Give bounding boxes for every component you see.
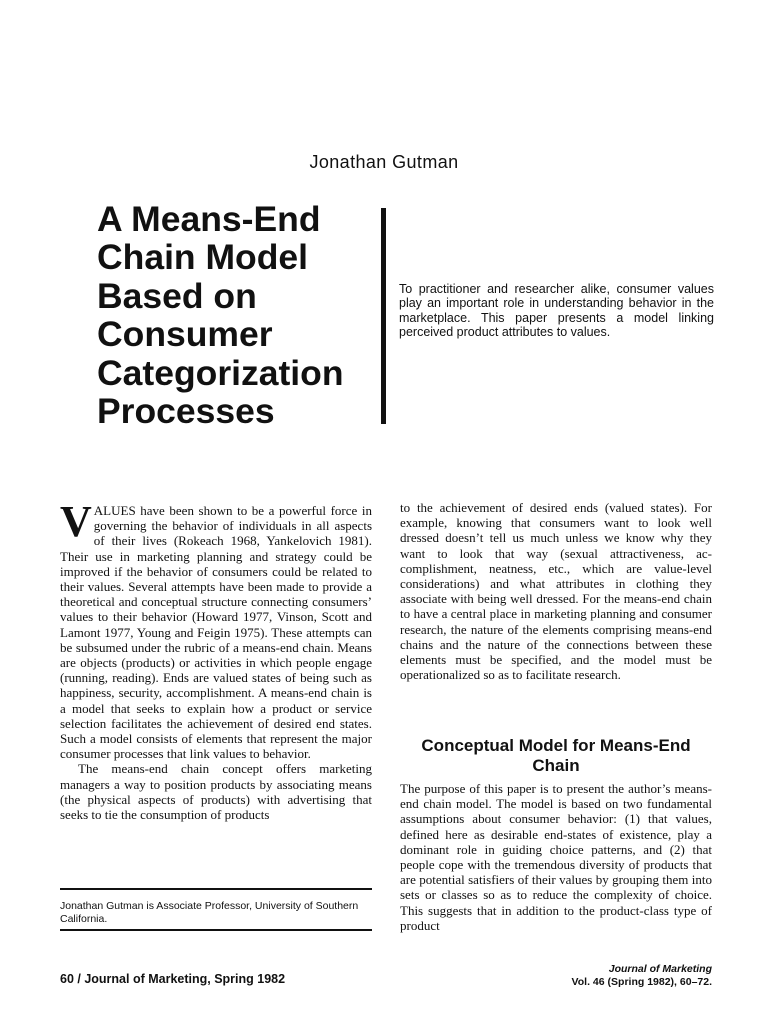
title-line: Categorization — [97, 352, 344, 393]
title-line: Based on — [97, 275, 257, 316]
article-title — [97, 200, 377, 430]
footnote-rule-bottom — [60, 929, 372, 931]
body-paragraph: The means-end chain concept offers marketing managers a way to position products by associating means (the physical aspects of products) with advertising that seeks to tie the consumption of products — [60, 761, 372, 823]
title-line: Processes — [97, 391, 275, 432]
drop-cap: V — [60, 497, 92, 546]
title-divider — [381, 208, 386, 424]
body-paragraph-text: ALUES have been shown to be a powerful force in governing the behavior of individuals in all aspects of their lives (Rokeach 1968, Yankelovich 1981). Their use in marketing planning and strategy could be improved if the behavior of consumers could be related to their values. Several attempts have been made to provide a theoretical and conceptual structure connecting consumers’ values to their behavior (Howard 1977, Vinson, Scott and Lamont 1977, Young and Feigin 1975). These attempts can be subsumed under the rubric of a means-end chain. Means are objects (products) or activities in which people engage (running, reading). Ends are valued states of being such as happiness, security, accomplishment. A means-end chain is a model that seeks to explain how a product or service selection facilitates the achievement of desired end states. Such a model consists of elements that represent the major consumer processes that link values to behavior. — [60, 503, 372, 762]
section-heading-line: Chain — [532, 756, 580, 775]
volume-info: Vol. 46 (Spring 1982), 60–72. — [571, 975, 712, 988]
footnote-rule-top — [60, 888, 372, 890]
body-paragraph: to the achievement of desired ends (valued states). For example, knowing that consumers want to look well dressed doesn’t tell us much unless we know why they want to look that way (sexual attractiveness, accomplishment, neatness, etc., which are value-level considerations) and what attributes in clothing they associate with being well dressed. For the means-end chain to have a central place in marketing planning and consumer research, the nature of the elements comprising means-end chains and the nature of the connections between these elements must be specified, and the model must be operationalized so as to facilitate research. — [400, 500, 712, 683]
body-column-right-top — [400, 500, 712, 682]
abstract: To practitioner and researcher alike, consumer values play an important role in understanding behavior in the marketplace. This paper presents a model linking perceived product attributes to values. — [399, 282, 714, 340]
body-paragraph: The purpose of this paper is to present the author’s means-end chain model. The model is based on two fundamental assumptions about consumer behavior: (1) that values, defined here as desirable end-states of existence, play a dominant role in guiding choice patterns, and (2) that people cope with the tremendous diversity of products that are potential satisfiers of their values by grouping them into sets or classes so as to reduce the complexity of choice. This suggests that in addition to the product-class type of product — [400, 781, 712, 933]
title-line: Chain Model — [97, 237, 309, 278]
section-heading-line: Conceptual Model for Means-End — [421, 736, 691, 755]
journal-citation — [480, 963, 712, 988]
page-reference: 60 / Journal of Marketing, Spring 1982 — [60, 972, 286, 986]
body-column-left — [60, 497, 372, 823]
author-name: Jonathan Gutman — [309, 152, 459, 172]
body-paragraph — [60, 497, 372, 762]
body-column-right-bottom — [400, 781, 712, 933]
section-heading — [400, 736, 712, 776]
title-line: A Means-End — [97, 199, 321, 239]
author-footnote: Jonathan Gutman is Associate Professor, University of Southern California. — [60, 900, 359, 925]
journal-name: Journal of Marketing — [608, 963, 712, 975]
title-line: Consumer — [97, 314, 273, 355]
